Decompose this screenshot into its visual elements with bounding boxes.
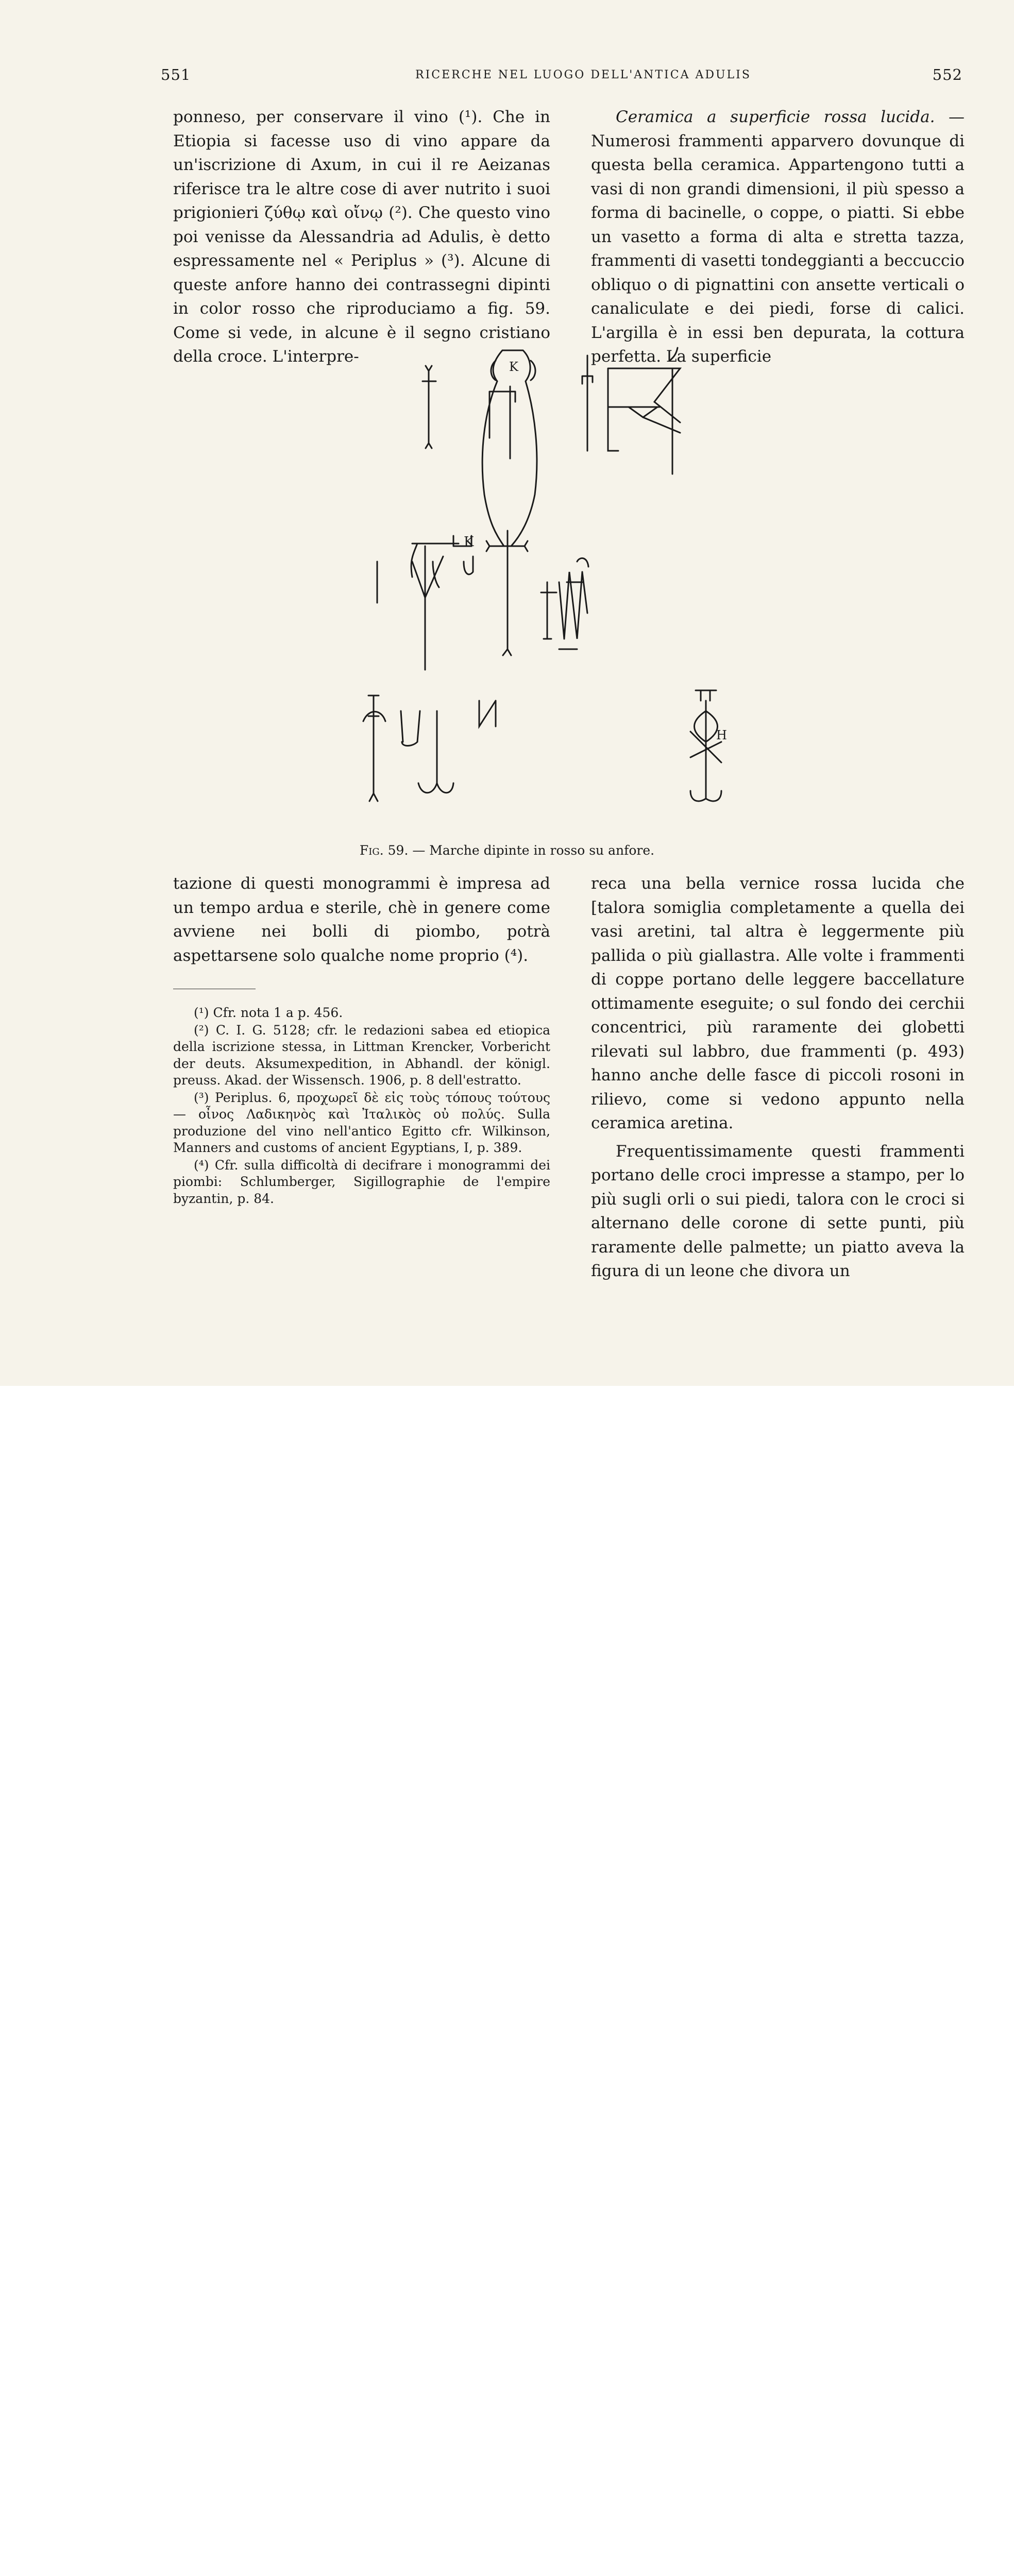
figure-label: Fig. 59. bbox=[359, 843, 409, 858]
mark-cross-4 bbox=[363, 696, 496, 801]
figure-caption-text: — Marche dipinte in rosso su anfore. bbox=[408, 843, 655, 858]
left-column-top bbox=[173, 105, 550, 369]
right-column-top bbox=[591, 105, 965, 369]
left-column-bottom bbox=[173, 872, 550, 968]
footnote-1: (¹) Cfr. nota 1 a p. 456. bbox=[194, 1005, 343, 1020]
right-paragraph-1-text: — Numerosi frammenti apparvero dovunque di questa bella ceramica. Appartengono tutti a vasi di non grandi dimensioni, il più spesso a forma di bacinelle, o coppe, o piatti. Si ebbe un vasetto a forma di alta e stretta tazza, frammenti di vasetti tondeggianti a beccuccio obliquo o di pignattini con ansette verticali o canaliculate e dei piedi, forse di calici. L'argilla è in essi ben depurata, la cottura perfetta. La superficie bbox=[591, 108, 965, 366]
right-column-bottom bbox=[591, 872, 965, 1283]
footnote-3: (³) Periplus. 6, προχωρεῖ δὲ εἰς τοὺς τόπους τούτους — οἶνος Λαδικηνὸς καὶ Ἰταλικὸς οὐ πολύς. Sulla produzione del vino nell'antico Egitto cfr. Wilkinson, Manners and customs of ancient Egyptians, I, p. 389. bbox=[173, 1090, 550, 1155]
monogram-letter-k: K bbox=[464, 534, 474, 550]
right-paragraph-3: Frequentissimamente questi frammenti portano delle croci impresse a stampo, per lo più sugli orli o sui piedi, talora con le croci si alternano delle corone di sette punti, più raramente delle palmette; un piatto aveva la figura di un leone che divora un bbox=[591, 1142, 965, 1280]
left-paragraph-1: ponneso, per conservare il vino (¹). Che in Etiopia si facesse uso di vino appare da un'iscrizione di Axum, in cui il re Aeizanas riferisce tra le altre cose di aver nutrito i suoi prigionieri ζύθῳ καὶ οἴνῳ (²). Che questo vino poi venisse da Alessandria ad Adulis, è detto espressamente nel « Periplus » (³). Alcune di queste anfore hanno dei contrassegni dipinti in color rosso che riproduciamo a fig. 59. Come si vede, in alcune è il segno cristiano della croce. L'interpre- bbox=[173, 108, 550, 366]
footnotes bbox=[173, 1005, 550, 1208]
mark-cross-1 bbox=[422, 366, 436, 448]
page-number-left: 551 bbox=[161, 66, 191, 83]
footnote-2: (²) C. I. G. 5128; cfr. le redazioni sabea ed etiopica della iscrizione stessa, in Littman Krencker, Vorbericht der deuts. Aksumexpedition, in Abhandl. der königl. preuss. Akad. der Wissensch. 1906, p. 8 dell'estratto. bbox=[173, 1022, 550, 1088]
page-number-right: 552 bbox=[932, 66, 962, 83]
section-title: Ceramica a superficie rossa lucida. bbox=[616, 108, 935, 126]
footnote-4: (⁴) Cfr. sulla difficoltà di decifrare i monogrammi dei piombi: Schlumberger, Sigillographie de l'empire byzantin, p. 84. bbox=[173, 1157, 550, 1206]
mark-amphora bbox=[482, 350, 537, 546]
figure-caption bbox=[0, 843, 1014, 858]
amphora-letter: K bbox=[509, 360, 518, 374]
mark-cross-3 bbox=[486, 531, 528, 655]
mark-monogram-2 bbox=[411, 534, 474, 670]
figure-59-marks bbox=[361, 340, 824, 829]
right-paragraph-1 bbox=[591, 105, 965, 369]
right-paragraph-2: reca una bella vernice rossa lucida che [talora somiglia completamente a quella dei vasi aretini, tal altra è leggermente più pallida o più giallastra. Alle volte i frammenti di coppe portano delle leggere baccellature ottimamente eseguite; o sul fondo dei cerchii concentrici, più raramente dei globetti rilevati sul labbro, due frammenti (p. 493) hanno anche delle fasce di piccoli rosoni in rilievo, come si vedono appunto nella ceramica aretina. bbox=[591, 874, 965, 1132]
mark-cross-monogram bbox=[541, 558, 588, 649]
left-paragraph-2: tazione di questi monogrammi è impresa ad un tempo ardua e sterile, chè in genere come avviene nei bolli di piombo, potrà aspettarsene solo qualche nome proprio (⁴). bbox=[173, 874, 550, 965]
mark-monogram-frame bbox=[582, 348, 680, 474]
viewer-footer bbox=[0, 1386, 1014, 1463]
monogram-letter-h: H bbox=[716, 728, 727, 742]
running-title: RICERCHE NEL LUOGO DELL'ANTICA ADULIS bbox=[415, 69, 751, 81]
mark-anchor-monogram bbox=[690, 690, 727, 801]
